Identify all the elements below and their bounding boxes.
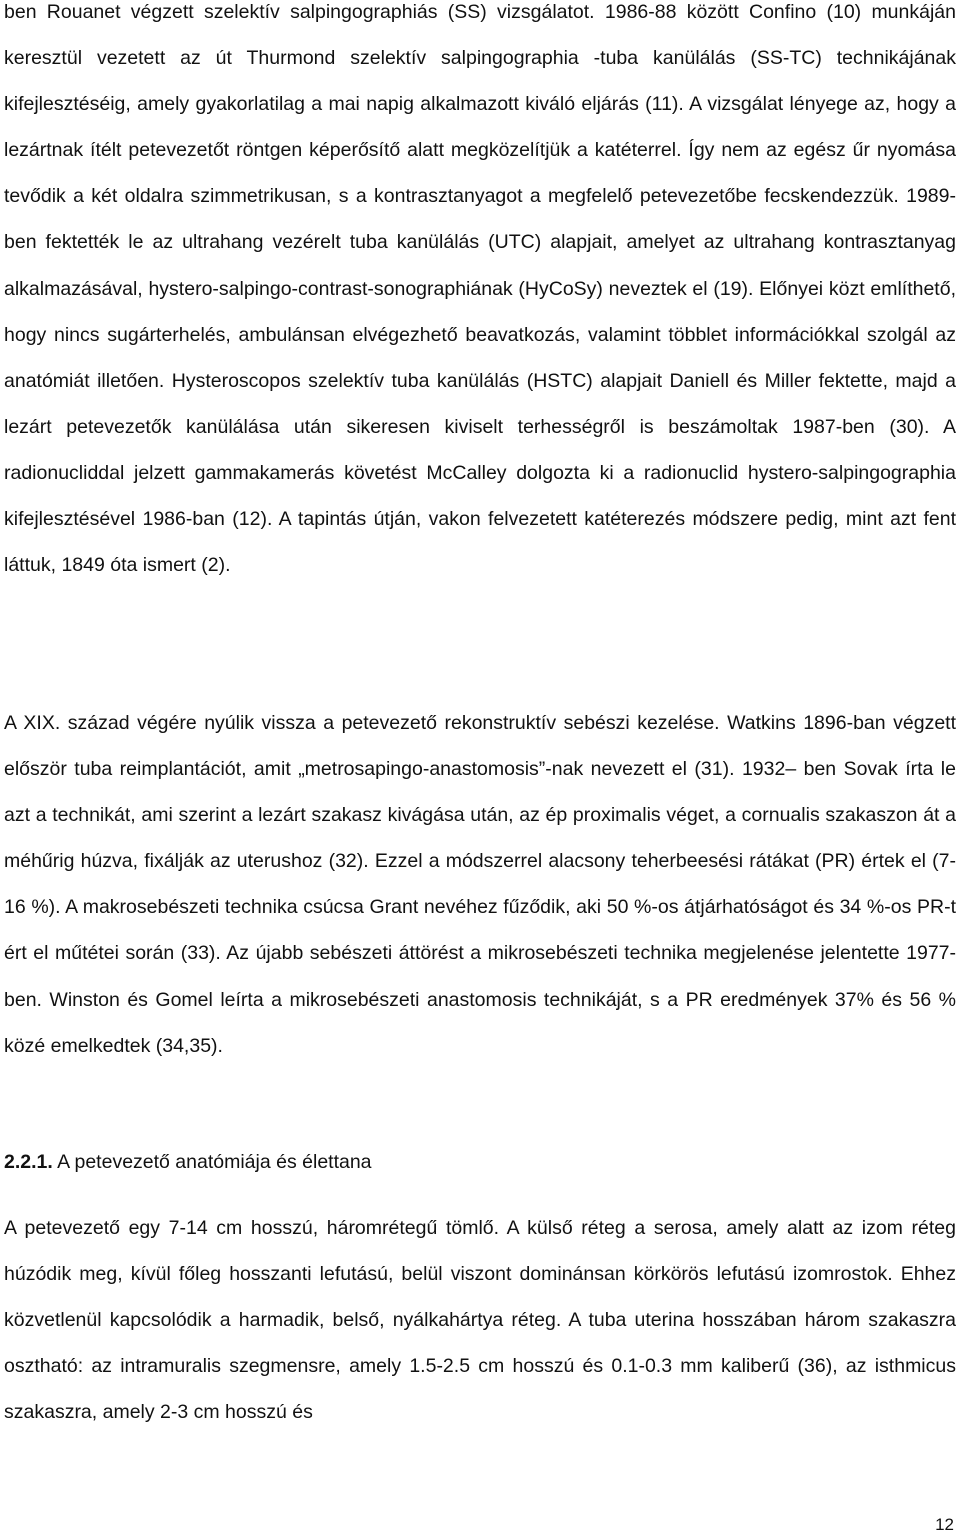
section-heading bbox=[4, 1139, 372, 1185]
section-title: A petevezető anatómiája és élettana bbox=[57, 1151, 372, 1173]
paragraph-anatomy: A petevezető egy 7-14 cm hosszú, háromrétegű tömlő. A külső réteg a serosa, amely alatt az izom réteg húzódik meg, kívül főleg hosszanti lefutású, belül viszont dominánsan körkörös lefutású izomrostok. Ehhez közvetlenül kapcsolódik a harmadik, belső, nyálkahártya réteg. A tuba uterina hosszában három szakaszra osztható: az intramuralis szegmensre, amely 1.5-2.5 cm hosszú és 0.1-0.3 mm kaliberű (36), az isthmicus szakaszra, amely 2-3 cm hosszú és bbox=[4, 1217, 956, 1424]
paragraph-history-diagnostics: ben Rouanet végzett szelektív salpingographiás (SS) vizsgálatot. 1986-88 között Confino (10) munkáján keresztül vezetett az út Thurmond szelektív salpingographia -tuba kanülálás (SS-TC) technikájának kifejlesztéséig, amely gyakorlatilag a mai napig alkalmazott kiváló eljárás (11). A vizsgálat lényege az, hogy a lezártnak ítélt petevezetőt röntgen képerősítő alatt megközelítjük a katéterrel. Így nem az egész űr nyomása tevődik a két oldalra szimmetrikusan, s a kontrasztanyagot a megfelelő petevezetőbe fecskendezzük. 1989-ben fektették le az ultrahang vezérelt tuba kanülálás (UTC) alapjait, amelyet az ultrahang kontrasztanyag alkalmazásával, hystero-salpingo-contrast-sonographiának (HyCoSy) neveztek el (19). Előnyei közt említhető, hogy nincs sugárterhelés, ambulánsan elvégezhető beavatkozás, valamint többlet információkkal szolgál az anatómiát illetően. Hysteroscopos szelektív tuba kanülálás (HSTC) alapjait Daniell és Miller fektette, majd a lezárt petevezetők kanülálása után sikeresen kiviselt terhességről is beszámoltak 1987-ben (30). A radionucliddal jelzett gammakamerás követést McCalley dolgozta ki a radionuclid hystero-salpingographia kifejlesztésével 1986-ban (12). A tapintás útján, vakon felvezetett katéterezés módszere pedig, mint azt fent láttuk, 1849 óta ismert (2). bbox=[4, 1, 956, 577]
section-number: 2.2.1. bbox=[4, 1151, 53, 1173]
paragraph-history-surgery: A XIX. század végére nyúlik vissza a petevezető rekonstruktív sebészi kezelése. Watkins 1896-ban végzett először tuba reimplantációt, amit „metrosapingo-anastomosis”-nak nevezett el (31). 1932– ben Sovak írta le azt a technikát, ami szerint a lezárt szakasz kivágása után, az ép proximalis véget, a cornualis szakaszon át a méhűrig húzva, fixálják az uterushoz (32). Ezzel a módszerrel alacsony teherbeesési rátákat (PR) értek el (7-16 %). A makrosebészeti technika csúcsa Grant nevéhez fűződik, aki 50 %-os átjárhatóságot és 34 %-os PR-t ért el műtétei során (33). Az újabb sebészeti áttörést a mikrosebészeti technika megjelenése jelentette 1977-ben. Winston és Gomel leírta a mikrosebészeti anastomosis technikáját, s a PR eredmények 37% és 56 % közé emelkedtek (34,35). bbox=[4, 712, 956, 1057]
page-number: 12 bbox=[935, 1515, 954, 1534]
